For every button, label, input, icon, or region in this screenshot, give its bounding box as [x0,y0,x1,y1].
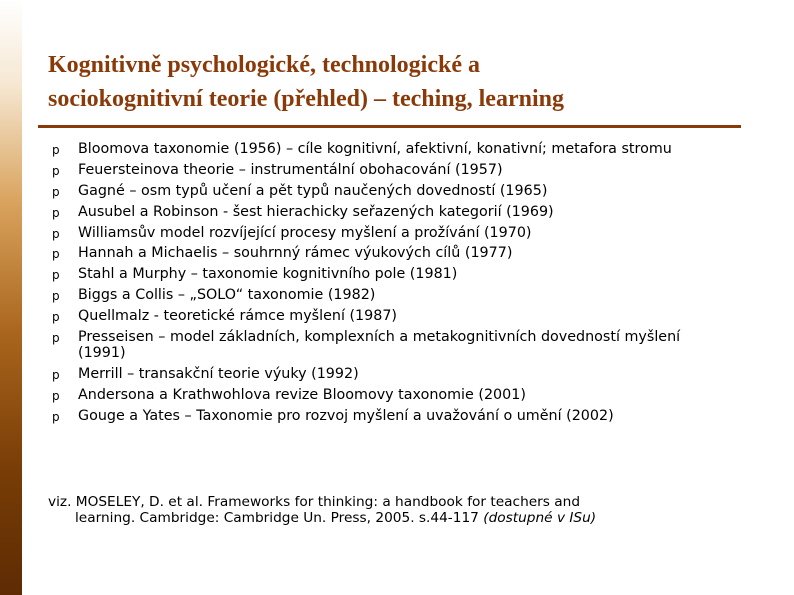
list-item-text: Gouge a Yates – Taxonomie pro rozvoj myšlení a uvažování o umění (2002) [78,407,614,424]
list-item [52,366,732,382]
reference-availability-note: (dostupné v ISu) [483,510,597,526]
list-item [52,141,732,157]
list-item-text: Stahl a Murphy – taxonomie kognitivního pole (1981) [78,266,458,283]
square-bullet-icon: p [52,143,60,157]
list-item-text: Feuersteinova theorie – instrumentální obohacování (1957) [78,161,503,178]
list-item-text: Presseisen – model základních, komplexních a metakognitivních dovedností myšlení (1991) [78,329,681,362]
square-bullet-icon: p [52,268,60,283]
square-bullet-icon: p [52,205,60,220]
slide-title-line-2: sociokognitivní teorie (přehled) – teching, learning [48,86,564,112]
list-item [52,387,732,403]
square-bullet-icon: p [52,184,60,199]
list-item [52,266,732,282]
reference-citation: learning. Cambridge: Cambridge Un. Press, 2005. s.44-117 [75,510,479,526]
list-item-text: Bloomova taxonomie (1956) – cíle kognitivní, afektivní, konativní; metafora stromu [78,141,672,157]
list-item-text: Hannah a Michaelis – souhrnný rámec výukových cílů (1977) [78,245,513,262]
list-item-text: Ausubel a Robinson - šest hierachicky seřazených kategorií (1969) [78,203,554,220]
slide-title-line-1: Kognitivně psychologické, technologické a [48,52,480,78]
list-item-text: Quellmalz - teoretické rámce myšlení (1987) [78,308,398,325]
reference-line-2 [48,510,728,526]
square-bullet-icon: p [52,389,60,404]
list-item-text: Merrill – transakční teorie výuky (1992) [78,366,359,383]
list-item-text: Biggs a Collis – „SOLO“ taxonomie (1982) [78,287,376,304]
reference-line-1: viz. MOSELEY, D. et al. Frameworks for thinking: a handbook for teachers and [48,494,581,510]
list-item [52,308,732,324]
list-item [52,245,732,261]
list-item [52,408,732,424]
reference-note [48,494,728,526]
square-bullet-icon: p [52,310,60,325]
square-bullet-icon: p [52,247,60,262]
list-item [52,329,732,362]
slide-title [48,48,768,116]
list-item [52,225,732,241]
theories-list [52,141,732,429]
square-bullet-icon: p [52,226,60,241]
list-item-text: Williamsův model rozvíjející procesy myšlení a prožívání (1970) [78,224,532,241]
list-item [52,204,732,220]
square-bullet-icon: p [52,368,60,383]
square-bullet-icon: p [52,163,60,178]
list-item [52,162,732,178]
decorative-sidebar-gradient [0,0,22,595]
title-underline [38,125,741,128]
square-bullet-icon: p [52,289,60,304]
square-bullet-icon: p [52,409,60,424]
list-item [52,287,732,303]
list-item-text: Andersona a Krathwohlova revize Bloomovy taxonomie (2001) [78,387,526,404]
list-item [52,183,732,199]
square-bullet-icon: p [52,331,60,346]
list-item-text: Gagné – osm typů učení a pět typů naučených dovedností (1965) [78,182,548,199]
